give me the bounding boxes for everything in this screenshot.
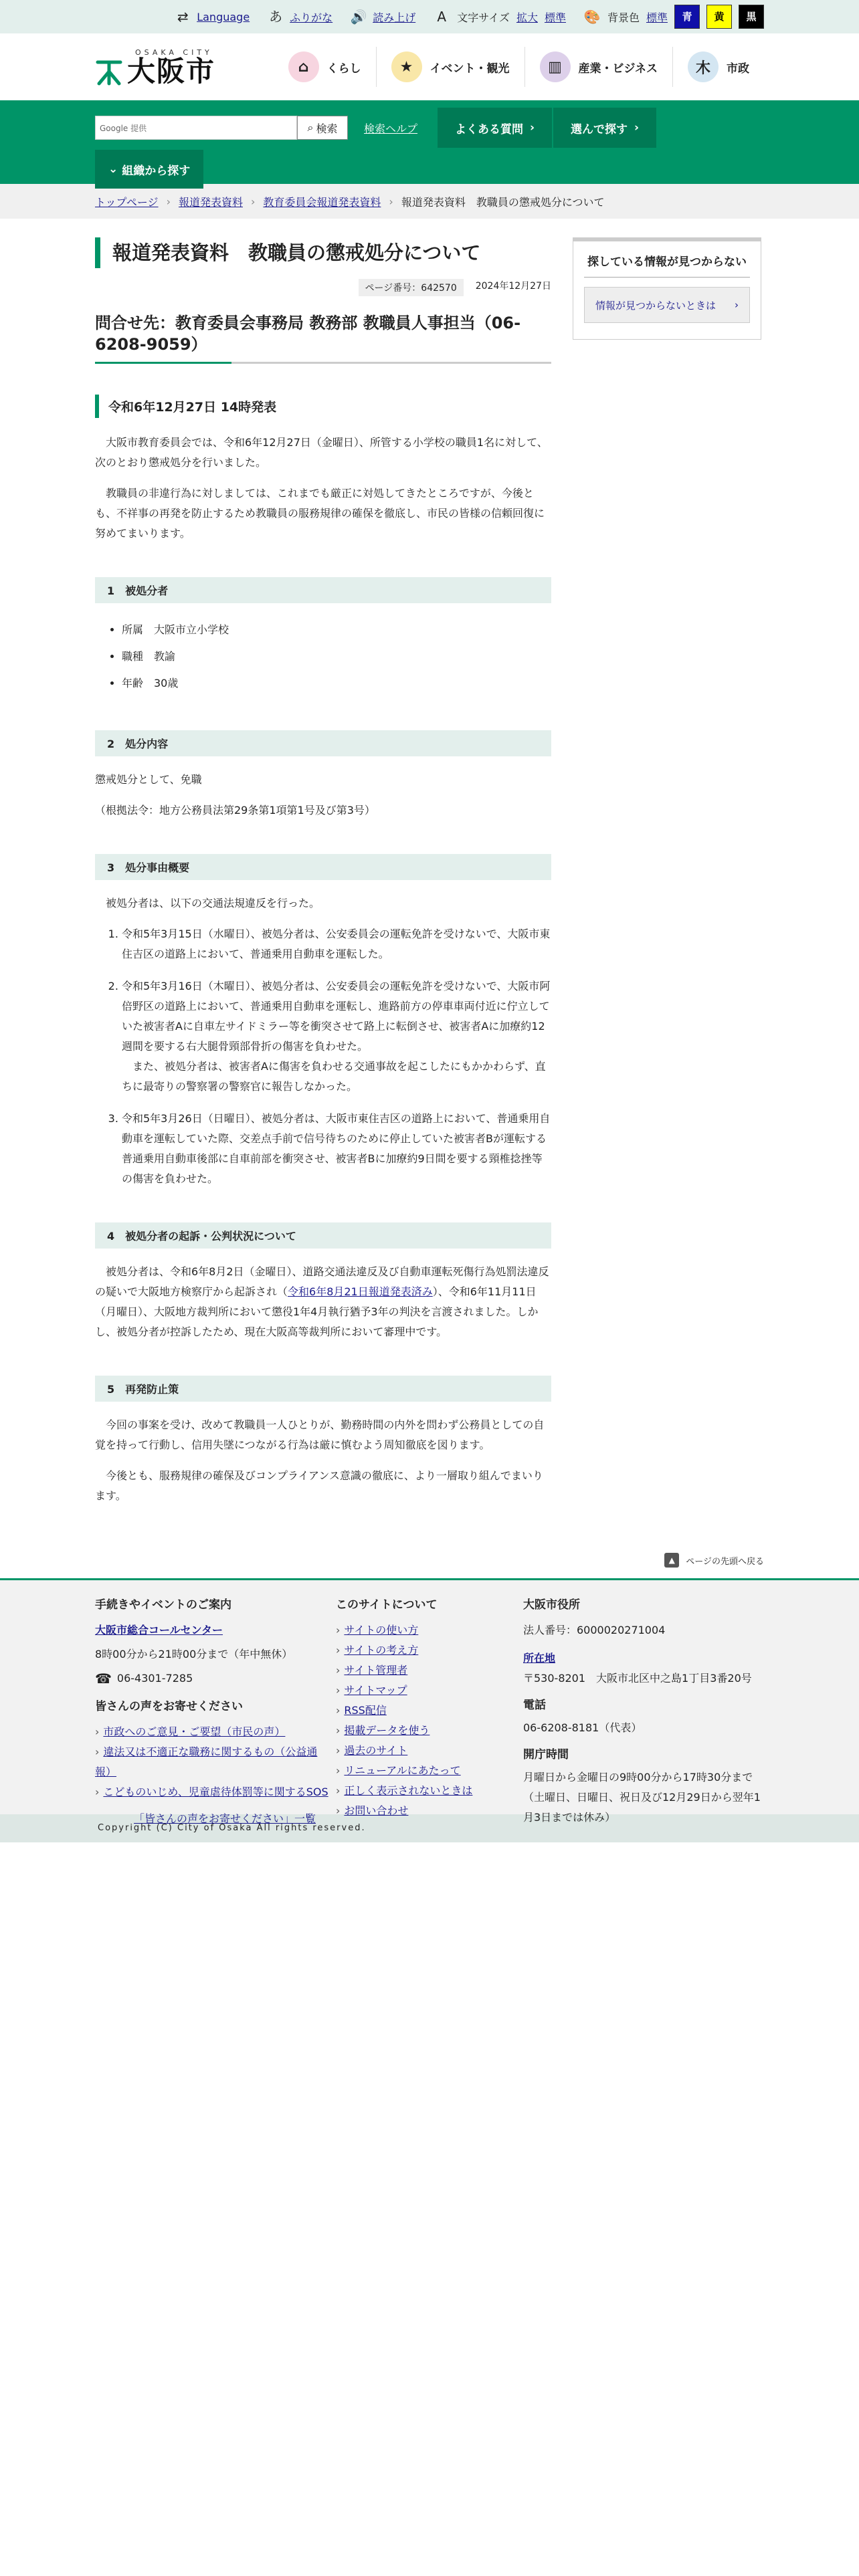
fontsize-label: 文字サイズ xyxy=(457,11,510,24)
section-2-paragraph-2: （根拠法令：地方公務員法第29条第1項第1号及び第3号） xyxy=(95,804,375,817)
site-link-admin[interactable]: サイト管理者 xyxy=(344,1664,408,1677)
section-3-heading: 3 処分事由概要 xyxy=(95,854,551,880)
release-date: 令和6年12月27日 14時発表 xyxy=(95,395,551,418)
furigana-icon: あ xyxy=(269,9,283,25)
open-hours-label: 開庁時間 xyxy=(523,1748,569,1761)
site-link-policy[interactable]: サイトの考え方 xyxy=(344,1644,419,1656)
list-item-text: 令和5年3月26日（日曜日）、被処分者は、大阪市東住吉区の道路上において、普通乗用自動車を運転していた際、交差点手前で信号待ちのために停止していた被害者Bが運転する普通乗用自動車後部に自車前部を衝突させ、被害者Bに加療約9日間を要する頸椎捻挫等の傷害を負わせた。 xyxy=(122,1112,551,1185)
bg-normal-button[interactable]: 標準 xyxy=(646,11,668,24)
org-search-label: 組織から探す xyxy=(122,164,191,178)
page-date: 2024年12月27日 xyxy=(475,281,551,292)
translate-icon: ⇄ xyxy=(177,9,189,25)
utility-bar xyxy=(0,0,859,33)
section-4-text-post: ）、令和6年11月11日（月曜日）、大阪地方裁判所において懲役1年4月執行猶予3年の判決を言渡されました。しかし、被処分者が控訴したため、現在大阪高等裁判所において審理中です。 xyxy=(95,1285,539,1338)
section-2-paragraph-1: 懲戒処分として、免職 xyxy=(95,773,202,786)
breadcrumb xyxy=(0,184,859,219)
nav-kurashi[interactable] xyxy=(274,47,376,87)
search-button[interactable] xyxy=(297,116,348,140)
call-center-link[interactable]: 大阪市総合コールセンター xyxy=(95,1624,223,1636)
voice-link-opinion[interactable]: 市政へのご意見・ご要望（市民の声） xyxy=(103,1725,286,1738)
site-footer xyxy=(0,1578,859,1825)
page-top-link[interactable] xyxy=(95,1553,764,1568)
list-item: • 年齢 30歳 xyxy=(122,670,551,697)
copyright-bar xyxy=(0,1814,859,1842)
chevron-right-icon: › xyxy=(530,121,535,134)
chevron-right-icon: › xyxy=(336,1744,341,1757)
furigana-text[interactable]: ふりがな xyxy=(290,11,333,24)
chevron-right-icon: › xyxy=(634,121,640,134)
chevron-right-icon: › xyxy=(336,1624,341,1636)
chevron-right-icon: › xyxy=(95,1725,100,1738)
section-5-paragraph-2: 今後とも、服務規律の確保及びコンプライアンス意識の徹底に、より一層取り組んでまいります。 xyxy=(95,1469,543,1502)
chevron-right-icon: › xyxy=(336,1704,341,1717)
breadcrumb-top[interactable]: トップページ xyxy=(95,195,159,209)
list-item xyxy=(122,976,551,1097)
section-4-paragraph xyxy=(95,1262,551,1342)
palette-icon: 🎨 xyxy=(583,9,601,25)
page-title: 報道発表資料 教職員の懲戒処分について xyxy=(95,237,551,268)
voice-link-whistleblow[interactable]: 違法又は不適正な職務に関するもの（公益通報） xyxy=(95,1745,318,1778)
language-link[interactable] xyxy=(174,8,250,25)
global-nav xyxy=(274,33,765,100)
nav-shisei[interactable] xyxy=(672,47,764,87)
section-2-heading: 2 処分内容 xyxy=(95,730,551,756)
readaloud-text[interactable]: 読み上げ xyxy=(373,11,416,24)
site-header xyxy=(0,33,859,100)
site-link-archive[interactable]: 過去のサイト xyxy=(344,1744,408,1757)
logo-english: OSAKA CITY xyxy=(135,47,213,57)
furigana-link[interactable] xyxy=(267,8,332,25)
search-help-link[interactable]: 検索ヘルプ xyxy=(364,122,418,135)
site-link-sitemap[interactable]: サイトマップ xyxy=(344,1684,407,1697)
list-item-addendum: また、被処分者は、被害者Aに傷害を負わせる交通事故を起こしたにもかかわらず、直ちに最寄りの警察署の警察官に報告しなかった。 xyxy=(122,1060,546,1093)
closed-days: （土曜日、日曜日、祝日及び12月29日から翌年1月3日までは休み） xyxy=(523,1791,761,1824)
search-input[interactable]: Google 提供 xyxy=(95,116,297,140)
font-size-icon: A xyxy=(437,9,447,25)
bgcolor-control xyxy=(583,5,764,29)
footer-site-title: このサイトについて xyxy=(336,1598,438,1612)
office-tel: 06-6208-8181（代表） xyxy=(523,1721,642,1734)
logo-japanese: 大阪市 xyxy=(127,54,216,88)
chevron-down-icon: ⌄ xyxy=(108,163,118,176)
section-4-text-pre: 被処分者は、令和6年8月2日（金曜日）、道路交通法違反及び自動車運転死傷行為処罰法違反の疑いで大阪地方検察庁から起訴され（ xyxy=(95,1265,549,1298)
choose-label: 選んで探す xyxy=(571,122,628,136)
section-5-paragraph-1: 今回の事案を受け、改めて教職員一人ひとりが、勤務時間の内外を問わず公務員としての自覚を持って行動し、信用失墜につながる行為は厳に慎むよう周知徹底を図ります。 xyxy=(95,1418,545,1451)
chevron-right-icon: › xyxy=(336,1764,341,1777)
section-3-list xyxy=(95,924,551,1189)
section-5-heading: 5 再発防止策 xyxy=(95,1376,551,1402)
section-1-list xyxy=(95,617,551,697)
site-logo[interactable] xyxy=(95,48,269,86)
choose-button[interactable] xyxy=(553,108,656,148)
footer-office-title: 大阪市役所 xyxy=(523,1598,580,1612)
page-number: ページ番号：642570 xyxy=(359,279,464,296)
nav-kurashi-label: くらし xyxy=(326,62,361,76)
fontsize-large-button[interactable]: 拡大 xyxy=(516,11,538,24)
site-link-opendata[interactable]: 掲載データを使う xyxy=(344,1724,430,1737)
bg-yellow-button[interactable]: 黄 xyxy=(706,5,732,29)
site-link-rss[interactable]: RSS配信 xyxy=(344,1704,387,1717)
voice-all-link[interactable]: 「皆さんの声をお寄せください」一覧 xyxy=(134,1812,316,1825)
list-item-text: 令和5年3月16日（木曜日）、被処分者は、公安委員会の運転免許を受けないで、大阪市阿倍野区の道路上において、普通乗用自動車を運転し、進路前方の停車車両付近に佇立していた被害者Aに自車左サイドミラー等を衝突させて路上に転倒させ、被害者Aに加療約12週間を要する右大腿骨頸部骨折の傷害を負わせた。 xyxy=(122,980,551,1053)
bg-blue-button[interactable]: 青 xyxy=(674,5,700,29)
osaka-city-mark-icon xyxy=(95,58,123,86)
speaker-icon: 🔊 xyxy=(350,9,367,25)
arrow-up-icon: ▲ xyxy=(664,1553,679,1568)
nav-business[interactable] xyxy=(524,47,673,87)
fontsize-normal-button[interactable]: 標準 xyxy=(544,11,566,24)
search-button-label: 検索 xyxy=(316,122,338,135)
bg-black-button[interactable]: 黒 xyxy=(739,5,764,29)
breadcrumb-separator-icon: › xyxy=(250,195,256,208)
copyright-text: Copyright (C) City of Osaka All rights reserved. xyxy=(98,1823,366,1833)
list-item xyxy=(122,924,551,964)
building-icon: ▥ xyxy=(540,51,571,82)
tel-label: 電話 xyxy=(523,1699,546,1712)
intro-paragraph-1: 大阪市教育委員会では、令和6年12月27日（金曜日）、所管する小学校の職員1名に対して、次のとおり懲戒処分を行いました。 xyxy=(95,436,548,469)
faq-button[interactable] xyxy=(438,108,552,148)
not-found-title: 探している情報が見つからない xyxy=(584,252,750,278)
faq-label: よくある質問 xyxy=(455,122,524,136)
site-link-renewal[interactable]: リニューアルにあたって xyxy=(344,1764,461,1777)
call-center-hours: 8時00分から21時00分まで（年中無休） xyxy=(95,1648,293,1660)
site-link-usage[interactable]: サイトの使い方 xyxy=(344,1624,419,1636)
contact-info: 問合せ先：教育委員会事務局 教務部 教職員人事担当（06-6208-9059） xyxy=(95,312,551,364)
office-address: 〒530-8201 大阪市北区中之島1丁目3番20号 xyxy=(523,1672,752,1685)
breadcrumb-education-press[interactable]: 教育委員会報道発表資料 xyxy=(263,195,381,209)
chevron-right-icon: › xyxy=(95,1745,100,1758)
list-item: • 職種 教諭 xyxy=(122,643,551,670)
corporate-number: 法人番号：6000020271004 xyxy=(523,1624,666,1636)
house-icon: ⌂ xyxy=(288,51,319,82)
nav-shisei-label: 市政 xyxy=(727,62,749,76)
language-text[interactable]: Language xyxy=(197,10,250,23)
location-link[interactable]: 所在地 xyxy=(523,1652,556,1665)
call-center-phone: 06-4301-7285 xyxy=(116,1672,193,1685)
chevron-right-icon: › xyxy=(336,1684,341,1697)
list-item xyxy=(122,1109,551,1189)
breadcrumb-press[interactable]: 報道発表資料 xyxy=(178,195,243,209)
chevron-right-icon: › xyxy=(336,1664,341,1677)
breadcrumb-current: 報道発表資料 教職員の懲戒処分について xyxy=(401,195,605,209)
fontsize-control xyxy=(433,8,566,25)
org-search-button[interactable] xyxy=(95,150,203,189)
voice-link-sos[interactable]: こどものいじめ、児童虐待体罰等に関するSOS xyxy=(103,1786,328,1798)
search-icon: ⌕ xyxy=(307,121,314,134)
section-3-paragraph: 被処分者は、以下の交通法規違反を行った。 xyxy=(106,897,320,909)
phone-icon: ☎ xyxy=(95,1671,112,1687)
list-item-text: 令和5年3月15日（水曜日）、被処分者は、公安委員会の運転免許を受けないで、大阪市東住吉区の道路上において、普通乗用自動車を運転した。 xyxy=(122,928,551,960)
open-hours: 月曜日から金曜日の9時00分から17時30分まで xyxy=(523,1771,753,1784)
footer-guide-title: 手続きやイベントのご案内 xyxy=(95,1598,231,1612)
chevron-right-icon: › xyxy=(336,1644,341,1656)
sidebar xyxy=(573,237,761,1517)
chevron-right-icon: › xyxy=(336,1724,341,1737)
main-content xyxy=(95,237,551,1517)
page-top-label: ページの先頭へ戻る xyxy=(686,1556,764,1567)
nav-event[interactable] xyxy=(376,47,524,87)
city-mark-icon: 木 xyxy=(688,51,719,82)
nav-business-label: 産業・ビジネス xyxy=(578,62,658,76)
breadcrumb-separator-icon: › xyxy=(389,195,393,208)
chevron-right-icon: › xyxy=(336,1804,341,1817)
site-link-contact[interactable]: お問い合わせ xyxy=(344,1804,409,1817)
list-item: • 所属 大阪市立小学校 xyxy=(122,617,551,643)
intro-paragraph-2: 教職員の非違行為に対しましては、これまでも厳正に対処してきたところですが、今後とも、不祥事の再発を防止するため教職員の服務規律の確保を徹底し、市民の皆様の信頼回復に努めてまいります。 xyxy=(95,487,545,540)
site-link-display[interactable]: 正しく表示されないときは xyxy=(344,1784,473,1797)
chevron-right-icon: › xyxy=(95,1786,100,1798)
footer-voice-title: 皆さんの声をお寄せください xyxy=(95,1700,243,1713)
bgcolor-label: 背景色 xyxy=(607,11,640,24)
chevron-right-icon: › xyxy=(336,1784,341,1797)
star-icon: ★ xyxy=(391,51,422,82)
readaloud-link[interactable] xyxy=(350,8,415,25)
nav-event-label: イベント・観光 xyxy=(430,62,510,76)
not-found-box xyxy=(573,237,761,340)
not-found-label: 情報が見つからないときは xyxy=(595,299,717,312)
chevron-right-icon: › xyxy=(735,299,739,311)
search-band xyxy=(0,100,859,184)
not-found-button[interactable] xyxy=(584,287,750,323)
section-4-heading: 4 被処分者の起訴・公判状況について xyxy=(95,1222,551,1249)
section-1-heading: 1 被処分者 xyxy=(95,577,551,603)
breadcrumb-separator-icon: › xyxy=(166,195,171,208)
previous-press-release-link[interactable]: 令和6年8月21日報道発表済み xyxy=(288,1285,433,1298)
